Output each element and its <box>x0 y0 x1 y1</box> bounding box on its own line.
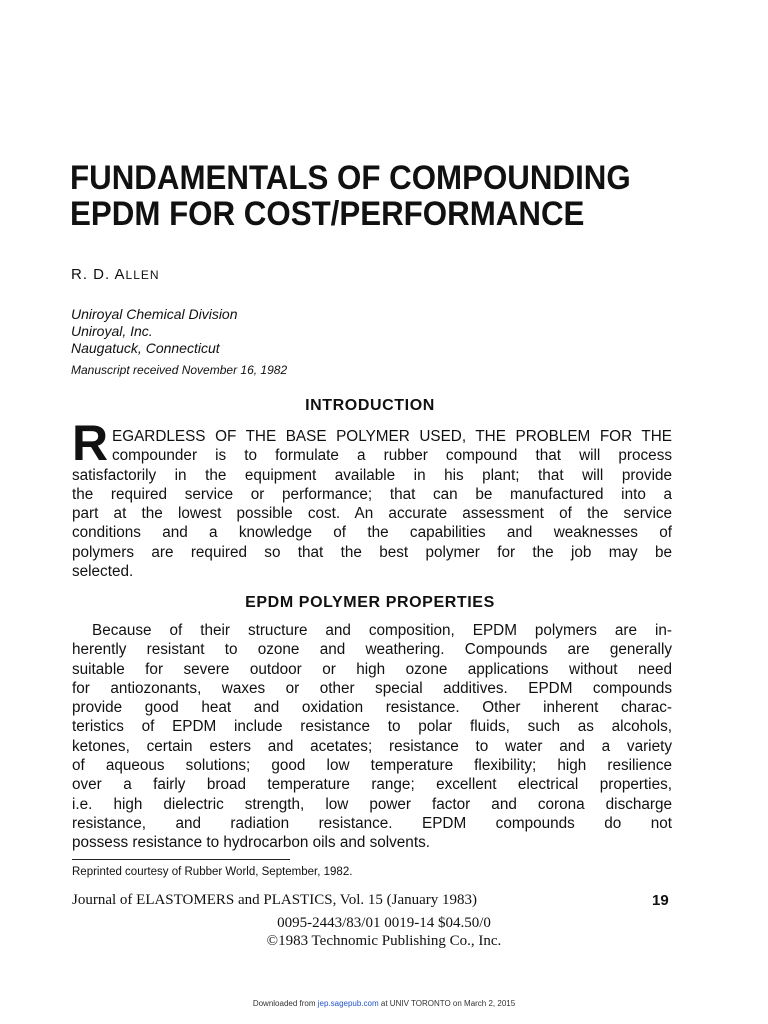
epdm-line: i.e. high dielectric strength, low power factor and corona discharge <box>72 795 672 813</box>
epdm-line: herently resistant to ozone and weathering. Compounds are generally <box>72 641 672 659</box>
epdm-line: suitable for severe outdoor or high ozone applications without need <box>72 660 672 678</box>
copyright-line: ©1983 Technomic Publishing Co., Inc. <box>266 933 502 949</box>
epdm-line: over a fairly broad temperature range; excellent electrical properties, <box>72 776 672 794</box>
epdm-line: possess resistance to hydrocarbon oils and solvents. <box>72 834 430 852</box>
page-number: 19 <box>652 892 669 909</box>
intro-line: part at the lowest possible cost. An accurate assessment of the service <box>72 505 672 523</box>
footnote: Reprinted courtesy of Rubber World, September, 1982. <box>72 866 353 878</box>
journal-citation: Journal of ELASTOMERS and PLASTICS, Vol. 15 (January 1983) <box>72 892 477 908</box>
epdm-line: teristics of EPDM include resistance to polar fluids, such as alcohols, <box>72 718 672 736</box>
issn-code: 0095-2443/83/01 0019-14 $04.50/0 <box>277 915 491 931</box>
author-surname-smallcaps: LLEN <box>125 268 160 282</box>
author-name <box>71 266 160 283</box>
intro-line: the required service or performance; that can be manufactured into a <box>72 485 672 503</box>
epdm-properties-heading: EPDM POLYMER PROPERTIES <box>245 594 495 611</box>
publication-codes <box>0 914 768 950</box>
epdm-line: ketones, certain esters and acetates; resistance to water and a variety <box>72 737 672 755</box>
intro-line: EGARDLESS OF THE BASE POLYMER USED, THE PROBLEM FOR THE <box>112 428 672 445</box>
epdm-line: Because of their structure and composition, EPDM polymers are in- <box>92 622 672 639</box>
title-line-1: FUNDAMENTALS OF COMPOUNDING <box>70 159 631 197</box>
affiliation-line-2: Uniroyal, Inc. <box>71 323 153 339</box>
epdm-line: provide good heat and oxidation resistance. Other inherent charac- <box>72 699 672 717</box>
intro-line: conditions and a knowledge of the capabilities and weaknesses of <box>72 524 672 542</box>
introduction-heading: INTRODUCTION <box>305 397 435 414</box>
download-suffix: at UNIV TORONTO on March 2, 2015 <box>378 999 516 1008</box>
intro-line: compounder is to formulate a rubber compound that will process <box>112 447 672 465</box>
introduction-paragraph <box>72 427 672 581</box>
author-affiliation <box>71 306 238 357</box>
affiliation-line-1: Uniroyal Chemical Division <box>71 306 238 322</box>
intro-line: selected. <box>72 563 134 581</box>
epdm-line: of aqueous solutions; good low temperature flexibility; high resilience <box>72 757 672 775</box>
download-prefix: Downloaded from <box>252 999 318 1008</box>
drop-cap: R <box>72 415 109 471</box>
intro-line: satisfactorily in the equipment available in his plant; that will provide <box>72 466 672 484</box>
epdm-properties-paragraph <box>72 621 672 853</box>
article-title <box>70 160 659 232</box>
download-notice <box>0 999 768 1008</box>
title-line-2: EPDM FOR COST/PERFORMANCE <box>70 195 585 233</box>
epdm-line: for antiozonants, waxes or other special additives. EPDM compounds <box>72 679 672 697</box>
author-initials: R. D. A <box>71 266 126 283</box>
intro-line: polymers are required so that the best polymer for the job may be <box>72 543 672 561</box>
download-source-link[interactable]: jep.sagepub.com <box>317 999 379 1008</box>
affiliation-line-3: Naugatuck, Connecticut <box>71 340 220 356</box>
epdm-line: resistance, and radiation resistance. EPDM compounds do not <box>72 814 672 832</box>
footnote-divider <box>72 859 290 860</box>
manuscript-received: Manuscript received November 16, 1982 <box>71 363 288 377</box>
